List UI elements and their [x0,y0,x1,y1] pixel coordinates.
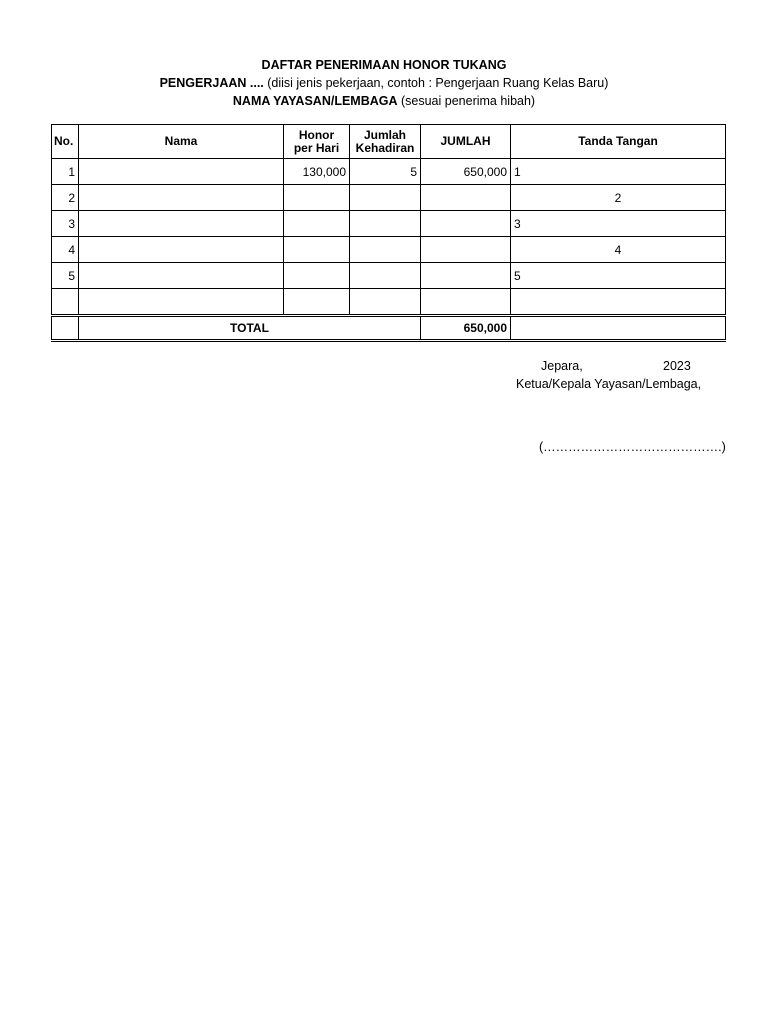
row-honor [284,211,350,237]
row-tanda-tangan: 3 [511,211,726,237]
row-tanda-tangan: 4 [511,237,726,263]
row-jumlah [421,263,511,289]
row-honor: 130,000 [284,159,350,185]
institution-line: NAMA YAYASAN/LEMBAGA (sesuai penerima hibah) [232,94,536,108]
table-row [52,289,726,316]
row-tanda-tangan [511,289,726,316]
col-header-jumlah: JUMLAH [421,125,511,159]
row-tanda-tangan: 1 [511,159,726,185]
row-kehadiran [350,211,421,237]
row-nama [79,237,284,263]
col-header-kehadiran: Jumlah Kehadiran [350,125,421,159]
row-no: 5 [52,263,79,289]
row-kehadiran [350,289,421,316]
row-no: 2 [52,185,79,211]
row-tanda-tangan: 5 [511,263,726,289]
row-nama [79,185,284,211]
row-kehadiran [350,263,421,289]
row-no: 3 [52,211,79,237]
table-header-row [52,125,726,159]
row-jumlah [421,185,511,211]
row-nama [79,159,284,185]
table-row [52,211,726,237]
table-row [52,159,726,185]
row-jumlah [421,211,511,237]
signature-year: 2023 [663,359,691,373]
honor-table [51,124,726,342]
col-header-no: No. [52,125,79,159]
row-honor [284,237,350,263]
row-honor [284,263,350,289]
row-no: 1 [52,159,79,185]
row-nama [79,211,284,237]
work-type-line: PENGERJAAN .... (diisi jenis pekerjaan, contoh : Pengerjaan Ruang Kelas Baru) [159,76,609,90]
row-jumlah: 650,000 [421,159,511,185]
table-row [52,263,726,289]
row-nama [79,289,284,316]
row-kehadiran: 5 [350,159,421,185]
total-value: 650,000 [421,316,511,341]
row-no [52,289,79,316]
signature-name-line: (…………………………………….) [539,440,726,454]
row-nama [79,263,284,289]
signature-role: Ketua/Kepala Yayasan/Lembaga, [516,377,702,391]
row-no: 4 [52,237,79,263]
row-jumlah [421,237,511,263]
row-honor [284,185,350,211]
document-title: DAFTAR PENERIMAAN HONOR TUKANG [261,58,507,72]
table-row [52,185,726,211]
row-tanda-tangan: 2 [511,185,726,211]
row-kehadiran [350,185,421,211]
document-header [0,56,768,110]
row-jumlah [421,289,511,316]
col-header-honor: Honor per Hari [284,125,350,159]
row-kehadiran [350,237,421,263]
col-header-nama: Nama [79,125,284,159]
col-header-tanda-tangan: Tanda Tangan [511,125,726,159]
signature-place: Jepara, [541,359,583,373]
table-row [52,237,726,263]
row-honor [284,289,350,316]
total-label: TOTAL [79,316,421,341]
total-row [52,316,726,341]
